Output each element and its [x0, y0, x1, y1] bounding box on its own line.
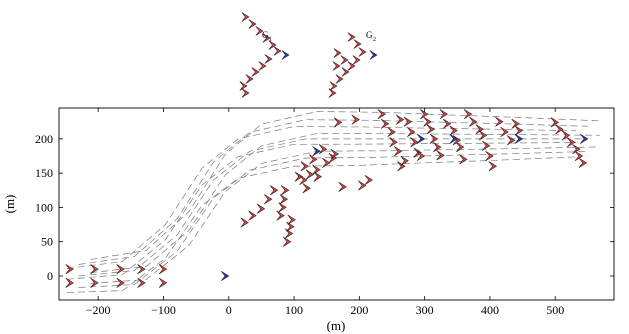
y-axis-ticks: [35, 132, 614, 283]
formation-g2-inset: [329, 33, 377, 98]
agent-marker: [334, 118, 342, 128]
agent-marker: [507, 135, 515, 145]
agent-marker: [456, 142, 464, 152]
x-tick-label: 200: [350, 303, 369, 317]
agent-marker: [280, 194, 288, 204]
formation-g1-inset: [240, 13, 289, 98]
agent-marker: [138, 278, 146, 288]
formation-g1-subscript: 1: [269, 37, 272, 43]
agent-marker: [249, 211, 257, 221]
trajectory-path: [67, 157, 576, 293]
formation-g2-label: G: [366, 30, 373, 40]
x-axis-label: (m): [326, 318, 346, 333]
x-tick-label: 500: [546, 303, 565, 317]
formation-g2-agent: [333, 62, 340, 71]
agent-marker: [339, 182, 347, 192]
agent-marker: [459, 155, 467, 165]
agent-marker: [512, 119, 520, 128]
agent-marker: [319, 144, 327, 154]
formation-g1-agent: [242, 89, 249, 98]
formation-g1-agent: [265, 55, 272, 64]
agent-marker: [283, 237, 291, 247]
formation-g2-agent: [329, 89, 336, 98]
agent-marker: [555, 125, 563, 135]
y-tick-label: 150: [35, 166, 53, 181]
formation-g2-agent: [330, 82, 337, 91]
agent-marker: [314, 172, 322, 182]
formation-g1-agent: [246, 75, 253, 84]
agent-marker: [279, 203, 287, 213]
agent-marker: [91, 278, 99, 288]
formation-g2-agent: [348, 33, 355, 42]
formation-g2-agent: [336, 75, 343, 84]
agent-marker: [270, 186, 278, 196]
x-tick-label: −200: [85, 303, 111, 317]
trajectory-path: [90, 133, 599, 272]
formation-g2-leader: [370, 51, 377, 60]
formation-g1-agent: [242, 13, 249, 22]
agent-marker: [352, 115, 360, 125]
formation-g1-agent: [249, 20, 256, 29]
agent-marker: [306, 170, 314, 180]
agent-marker: [501, 127, 509, 137]
agent-marker: [281, 186, 289, 196]
agent-marker: [575, 151, 583, 161]
agent-marker: [486, 151, 494, 161]
trajectory-path: [67, 142, 576, 279]
formation-g2-agent: [353, 56, 360, 65]
agent-marker: [401, 156, 409, 166]
formation-g1-leader: [282, 51, 289, 60]
agent-marker: [479, 131, 487, 141]
leader-marker: [221, 271, 229, 281]
agent-marker: [264, 194, 272, 204]
agent-marker: [396, 115, 404, 125]
y-tick-label: 100: [35, 200, 53, 215]
leader-marker: [515, 134, 523, 144]
trajectory-path: [90, 147, 599, 283]
agent-marker: [495, 117, 503, 127]
formation-g1-label: G: [262, 30, 269, 40]
formation-g2-agent: [342, 68, 349, 77]
agent-marker: [241, 218, 249, 228]
agent-marker: [159, 278, 167, 288]
formation-g1-agent: [252, 68, 259, 77]
trajectory-path: [79, 151, 588, 287]
agent-marker: [257, 204, 265, 214]
agent-marker: [277, 211, 285, 221]
formation-g1-agent: [274, 47, 281, 56]
agent-marker: [394, 146, 402, 156]
y-tick-label: 0: [47, 269, 53, 283]
y-tick-label: 200: [35, 131, 53, 146]
agent-marker: [443, 119, 451, 128]
x-tick-label: 400: [480, 303, 499, 317]
agent-marker: [66, 264, 74, 274]
agent-marker: [322, 158, 330, 168]
x-tick-label: 300: [415, 303, 434, 317]
y-axis-label: (m): [2, 194, 17, 214]
agent-marker: [378, 109, 386, 119]
agent-marker: [138, 264, 146, 274]
leader-marker: [417, 134, 425, 144]
trajectory-path: [67, 127, 576, 269]
agent-marker: [66, 278, 74, 288]
agent-marker: [309, 155, 317, 165]
agent-marker: [117, 278, 125, 288]
formation-g2-agent: [354, 40, 361, 49]
agent-marker: [440, 109, 448, 119]
agent-marker: [515, 126, 523, 136]
agent-marker: [407, 127, 415, 137]
x-tick-label: 0: [225, 303, 232, 317]
agent-marker: [301, 162, 309, 172]
agent-marker: [365, 175, 373, 185]
agent-marker: [430, 134, 438, 144]
x-axis-ticks: [86, 108, 564, 317]
leader-marker: [313, 146, 321, 156]
agent-marker: [579, 158, 587, 168]
formation-g1-agent: [259, 62, 266, 71]
agent-marker: [358, 181, 366, 191]
agent-marker: [300, 175, 308, 185]
agent-marker: [303, 183, 311, 193]
agent-markers: [66, 109, 588, 287]
agent-marker: [427, 125, 435, 135]
y-tick-label: 50: [41, 234, 53, 249]
formation-g2-subscript: 2: [373, 37, 376, 43]
agent-marker: [404, 117, 412, 127]
x-tick-label: 100: [285, 303, 304, 317]
x-tick-label: −100: [151, 303, 176, 317]
agent-marker: [117, 264, 125, 274]
agent-marker: [388, 127, 396, 137]
agent-marker: [489, 162, 497, 172]
agent-marker: [469, 117, 477, 127]
formation-g2-agent: [359, 48, 366, 57]
formation-g2-agent: [341, 56, 348, 65]
agent-marker: [482, 141, 490, 151]
agent-marker: [288, 215, 296, 225]
formation-g2-agent: [334, 49, 341, 58]
